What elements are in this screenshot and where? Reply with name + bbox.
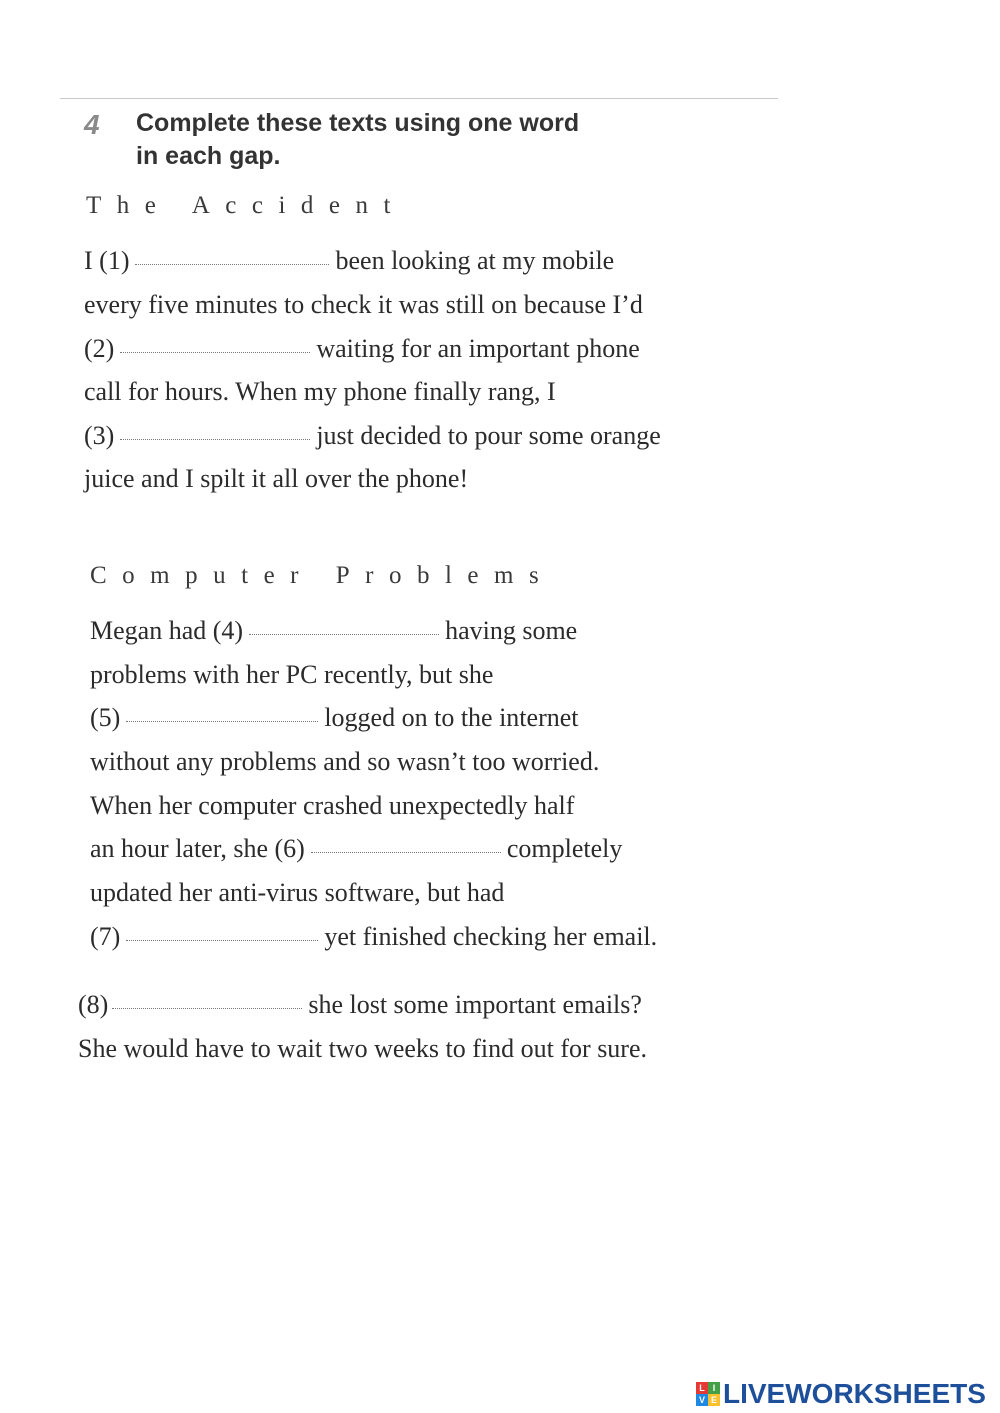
line-text: (8) bbox=[78, 990, 109, 1019]
final-line-2: She would have to wait two weeks to find out for sure. bbox=[78, 1034, 648, 1063]
accident-line-1 bbox=[84, 246, 614, 276]
answer-gap-6[interactable] bbox=[311, 851, 501, 853]
answer-gap-2[interactable] bbox=[120, 351, 310, 353]
computer-line-2: problems with her PC recently, but she bbox=[90, 660, 494, 689]
line-text: been looking at my mobile bbox=[335, 246, 615, 275]
answer-gap-5[interactable] bbox=[126, 720, 318, 722]
instruction-line-1: Complete these texts using one word bbox=[136, 109, 580, 137]
computer-line-4: without any problems and so wasn’t too worried. bbox=[90, 747, 600, 776]
logo-mark-icon bbox=[696, 1382, 720, 1406]
computer-line-5: When her computer crashed unexpectedly half bbox=[90, 791, 575, 820]
accident-line-5 bbox=[84, 421, 661, 451]
line-text: she lost some important emails? bbox=[308, 990, 642, 1019]
logo-mark-letter: E bbox=[708, 1394, 720, 1406]
section-title-computer: Computer Problems bbox=[90, 562, 555, 589]
line-text: I (1) bbox=[84, 246, 130, 275]
answer-gap-1[interactable] bbox=[135, 263, 329, 265]
logo-mark-letter: I bbox=[708, 1382, 720, 1394]
computer-line-1 bbox=[90, 616, 577, 646]
exercise-instruction bbox=[136, 107, 756, 173]
liveworksheets-logo bbox=[696, 1377, 996, 1411]
logo-text: LIVEWORKSHEETS bbox=[723, 1378, 986, 1409]
accident-line-2: every five minutes to check it was still on because I’d bbox=[84, 290, 643, 319]
logo-mark-letter: V bbox=[696, 1394, 708, 1406]
line-text: just decided to pour some orange bbox=[316, 421, 661, 450]
line-text: waiting for an important phone bbox=[316, 334, 640, 363]
instruction-line-2: in each gap. bbox=[136, 142, 281, 170]
answer-gap-3[interactable] bbox=[120, 438, 310, 440]
line-text: completely bbox=[506, 834, 623, 863]
answer-gap-8[interactable] bbox=[112, 1007, 302, 1009]
computer-line-7: updated her anti-virus software, but had bbox=[90, 878, 505, 907]
top-divider bbox=[60, 98, 778, 99]
accident-line-4: call for hours. When my phone finally rang, I bbox=[84, 377, 556, 406]
line-text: having some bbox=[445, 616, 578, 645]
computer-line-6 bbox=[90, 834, 622, 864]
answer-gap-7[interactable] bbox=[126, 939, 318, 941]
line-text: yet finished checking her email. bbox=[324, 922, 658, 951]
answer-gap-4[interactable] bbox=[249, 633, 439, 635]
section-title-accident: The Accident bbox=[86, 192, 406, 219]
line-text: (5) bbox=[90, 703, 121, 732]
line-text: an hour later, she (6) bbox=[90, 834, 305, 863]
line-text: Megan had (4) bbox=[90, 616, 244, 645]
line-text: (2) bbox=[84, 334, 115, 363]
accident-line-6: juice and I spilt it all over the phone! bbox=[84, 464, 469, 493]
line-text: (7) bbox=[90, 922, 121, 951]
computer-line-8 bbox=[90, 922, 657, 952]
exercise-number: 4 bbox=[84, 109, 100, 140]
final-line-1 bbox=[78, 990, 642, 1020]
line-text: (3) bbox=[84, 421, 115, 450]
accident-line-3 bbox=[84, 334, 640, 364]
line-text: logged on to the internet bbox=[324, 703, 579, 732]
logo-mark-letter: L bbox=[696, 1382, 708, 1394]
computer-line-3 bbox=[90, 703, 579, 733]
